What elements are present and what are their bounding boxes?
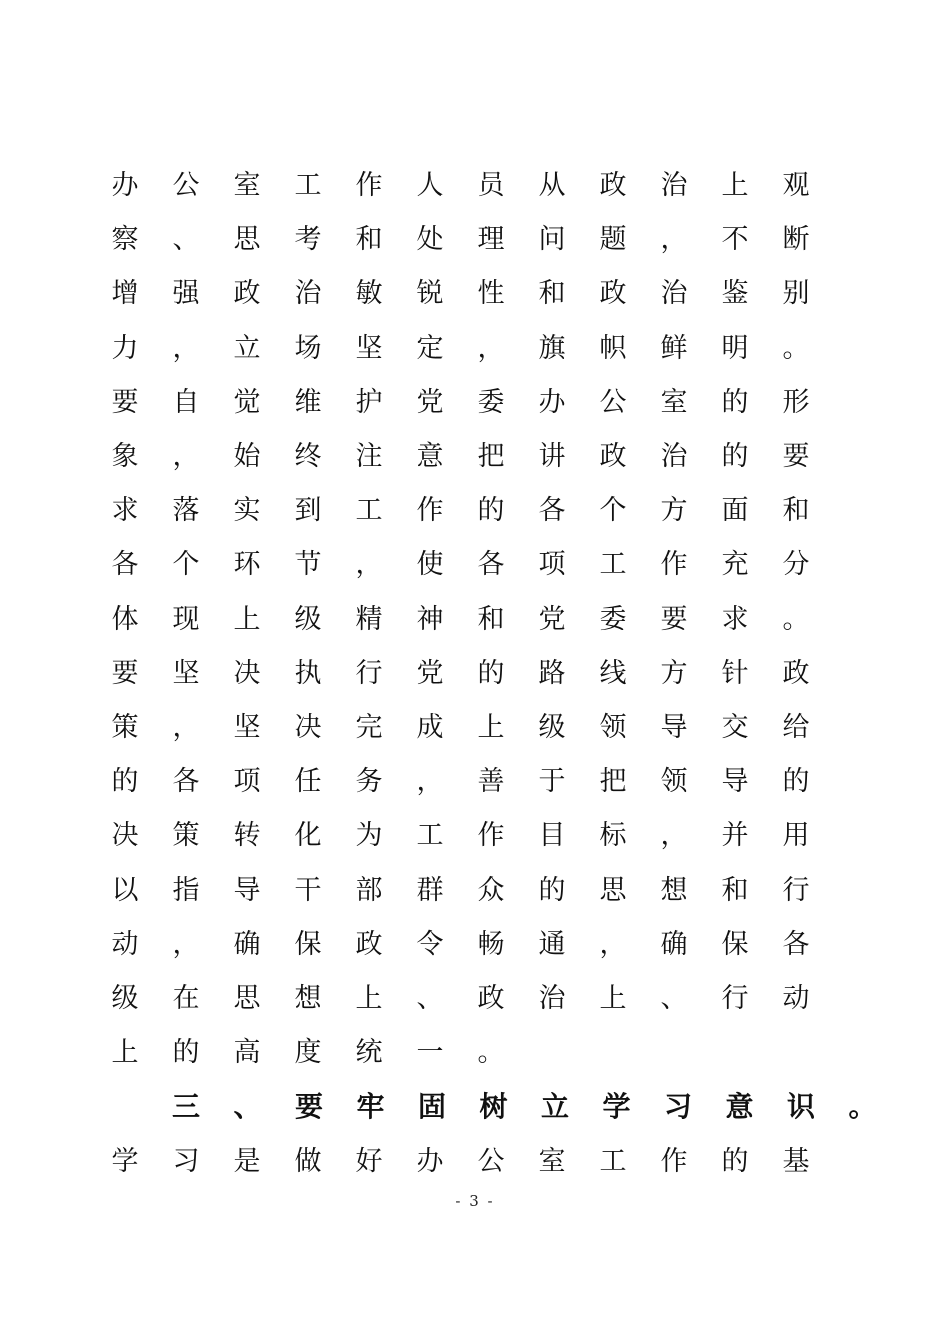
text-char: 交 bbox=[721, 712, 749, 743]
text-char: 要 bbox=[782, 441, 810, 472]
text-char: 政 bbox=[599, 278, 627, 310]
text-char: 作 bbox=[477, 820, 505, 852]
text-char: 强 bbox=[172, 278, 200, 310]
text-char: 治 bbox=[294, 278, 322, 310]
text-char: 把 bbox=[599, 766, 627, 798]
text-char: 的 bbox=[172, 1037, 200, 1069]
text-char: 上 bbox=[355, 983, 383, 1014]
text-line bbox=[0, 491, 950, 531]
text-char: 旗 bbox=[538, 332, 566, 364]
text-char: 面 bbox=[721, 495, 749, 527]
text-char: 项 bbox=[538, 549, 566, 581]
text-char: 统 bbox=[355, 1037, 383, 1069]
text-char: 个 bbox=[172, 549, 200, 581]
text-char: ， bbox=[660, 224, 688, 256]
text-char: 党 bbox=[416, 386, 444, 418]
text-char: 确 bbox=[660, 928, 688, 960]
text-char: 的 bbox=[477, 495, 505, 527]
text-char: 给 bbox=[782, 712, 810, 743]
text-char: 维 bbox=[294, 386, 322, 418]
text-char: 度 bbox=[294, 1037, 322, 1069]
text-line bbox=[0, 925, 950, 965]
text-char: 到 bbox=[294, 495, 322, 527]
text-char: 委 bbox=[477, 386, 505, 418]
text-char: 思 bbox=[233, 224, 261, 256]
page-number: - 3 - bbox=[455, 1192, 495, 1210]
text-char: 公 bbox=[172, 170, 200, 201]
text-char: 力 bbox=[111, 332, 139, 364]
text-char: 使 bbox=[416, 549, 444, 581]
text-char: 方 bbox=[660, 495, 688, 527]
text-char: 各 bbox=[782, 928, 810, 960]
text-char: 政 bbox=[599, 170, 627, 201]
text-char: 学 bbox=[602, 1090, 631, 1124]
text-char: 要 bbox=[111, 386, 139, 418]
text-char: 群 bbox=[416, 874, 444, 906]
text-char: 行 bbox=[721, 983, 749, 1014]
text-char: 目 bbox=[538, 820, 566, 852]
text-char: ， bbox=[172, 332, 200, 364]
text-char: 和 bbox=[721, 874, 749, 906]
text-char: 。 bbox=[477, 1037, 505, 1069]
text-char: 上 bbox=[721, 170, 749, 201]
text-char: 考 bbox=[294, 224, 322, 256]
text-char: 自 bbox=[172, 386, 200, 418]
text-char: 落 bbox=[172, 495, 200, 527]
text-char: 于 bbox=[538, 766, 566, 798]
text-char: ， bbox=[172, 928, 200, 960]
text-char: 敏 bbox=[355, 278, 383, 310]
text-char: 决 bbox=[111, 820, 139, 852]
text-char: 树 bbox=[479, 1090, 508, 1124]
text-char: 场 bbox=[294, 332, 322, 364]
text-char: 导 bbox=[233, 874, 261, 906]
text-char: 增 bbox=[111, 278, 139, 310]
text-char: ， bbox=[599, 928, 627, 960]
text-char: 习 bbox=[172, 1145, 200, 1177]
text-char: 治 bbox=[538, 983, 566, 1014]
text-char: 一 bbox=[416, 1037, 444, 1069]
text-char: ， bbox=[416, 766, 444, 798]
text-char: 办 bbox=[111, 170, 139, 201]
text-char: 在 bbox=[172, 983, 200, 1014]
section-heading bbox=[0, 1087, 950, 1127]
text-char: 立 bbox=[540, 1090, 569, 1124]
text-char: 坚 bbox=[172, 657, 200, 689]
text-char: 治 bbox=[660, 278, 688, 310]
text-line bbox=[0, 166, 950, 206]
text-char: 导 bbox=[721, 766, 749, 798]
text-char: 领 bbox=[599, 712, 627, 743]
text-char: 从 bbox=[538, 170, 566, 201]
text-char: 要 bbox=[294, 1090, 323, 1124]
text-char: 、 bbox=[416, 983, 444, 1014]
text-char: 象 bbox=[111, 441, 139, 472]
text-char: 理 bbox=[477, 224, 505, 256]
text-char: 立 bbox=[233, 332, 261, 364]
text-char: 的 bbox=[111, 766, 139, 798]
text-line bbox=[0, 329, 950, 369]
text-char: 办 bbox=[538, 386, 566, 418]
text-line bbox=[0, 274, 950, 314]
text-char: 导 bbox=[660, 712, 688, 743]
text-char: 令 bbox=[416, 928, 444, 960]
text-char: 作 bbox=[355, 170, 383, 201]
text-char: 个 bbox=[599, 495, 627, 527]
text-line bbox=[0, 762, 950, 802]
text-char: 各 bbox=[538, 495, 566, 527]
text-line bbox=[0, 979, 950, 1019]
text-char: 。 bbox=[848, 1090, 877, 1124]
text-char: 用 bbox=[782, 820, 810, 852]
text-char: 和 bbox=[782, 495, 810, 527]
text-char: 的 bbox=[721, 441, 749, 472]
text-char: 作 bbox=[660, 549, 688, 581]
text-char: 各 bbox=[477, 549, 505, 581]
text-char: 想 bbox=[660, 874, 688, 906]
text-char: 成 bbox=[416, 712, 444, 743]
text-char: ， bbox=[355, 549, 383, 581]
text-char: 工 bbox=[294, 170, 322, 201]
text-char: 员 bbox=[477, 170, 505, 201]
text-char: ， bbox=[172, 712, 200, 743]
text-char: 室 bbox=[538, 1145, 566, 1177]
text-char: 分 bbox=[782, 549, 810, 581]
text-char: 级 bbox=[111, 983, 139, 1014]
text-char: 求 bbox=[721, 603, 749, 635]
text-char: 性 bbox=[477, 278, 505, 310]
text-char: 的 bbox=[721, 386, 749, 418]
text-char: 通 bbox=[538, 928, 566, 960]
text-char: 方 bbox=[660, 657, 688, 689]
text-char: 。 bbox=[782, 332, 810, 364]
text-char: 政 bbox=[782, 657, 810, 689]
text-char: 意 bbox=[725, 1090, 754, 1124]
text-char: 工 bbox=[599, 1145, 627, 1177]
text-char: 鲜 bbox=[660, 332, 688, 364]
text-char: 室 bbox=[660, 386, 688, 418]
text-char: 和 bbox=[477, 603, 505, 635]
text-char: 求 bbox=[111, 495, 139, 527]
text-char: 把 bbox=[477, 441, 505, 472]
text-char: 办 bbox=[416, 1145, 444, 1177]
text-line bbox=[0, 1142, 950, 1182]
text-char: 锐 bbox=[416, 278, 444, 310]
text-char: 习 bbox=[663, 1090, 692, 1124]
text-char: 上 bbox=[111, 1037, 139, 1069]
text-char: 保 bbox=[294, 928, 322, 960]
text-line bbox=[0, 220, 950, 260]
text-char: 思 bbox=[233, 983, 261, 1014]
text-char: 体 bbox=[111, 603, 139, 635]
text-char: 的 bbox=[477, 657, 505, 689]
text-char: 级 bbox=[538, 712, 566, 743]
text-char: 问 bbox=[538, 224, 566, 256]
text-char: 的 bbox=[721, 1145, 749, 1177]
text-char: 坚 bbox=[233, 712, 261, 743]
text-char: 观 bbox=[782, 170, 810, 201]
text-char: 想 bbox=[294, 983, 322, 1014]
text-char: 党 bbox=[416, 657, 444, 689]
text-char: 要 bbox=[660, 603, 688, 635]
text-char: 和 bbox=[355, 224, 383, 256]
text-char: 牢 bbox=[356, 1090, 385, 1124]
text-char: 注 bbox=[355, 441, 383, 472]
text-char: ， bbox=[477, 332, 505, 364]
text-char: 坚 bbox=[355, 332, 383, 364]
text-char: 终 bbox=[294, 441, 322, 472]
text-char: 别 bbox=[782, 278, 810, 310]
text-char: 不 bbox=[721, 224, 749, 256]
text-char: 上 bbox=[477, 712, 505, 743]
text-char: 畅 bbox=[477, 928, 505, 960]
text-char: 策 bbox=[172, 820, 200, 852]
text-char: 为 bbox=[355, 820, 383, 852]
text-char: 工 bbox=[355, 495, 383, 527]
text-char: 上 bbox=[233, 603, 261, 635]
text-char: 环 bbox=[233, 549, 261, 581]
text-char: ， bbox=[660, 820, 688, 852]
text-char: 觉 bbox=[233, 386, 261, 418]
text-char: 是 bbox=[233, 1145, 261, 1177]
text-char: 高 bbox=[233, 1037, 261, 1069]
text-char: 以 bbox=[111, 874, 139, 906]
text-char: 转 bbox=[233, 820, 261, 852]
text-char: 精 bbox=[355, 603, 383, 635]
text-char: 工 bbox=[416, 820, 444, 852]
text-char: 善 bbox=[477, 766, 505, 798]
text-char: 察 bbox=[111, 224, 139, 256]
text-char: 讲 bbox=[538, 441, 566, 472]
text-char: 务 bbox=[355, 766, 383, 798]
text-char: 项 bbox=[233, 766, 261, 798]
text-char: 干 bbox=[294, 874, 322, 906]
text-char: 要 bbox=[111, 657, 139, 689]
text-char: 政 bbox=[233, 278, 261, 310]
text-char: 做 bbox=[294, 1145, 322, 1177]
text-char: 帜 bbox=[599, 332, 627, 364]
text-char: 党 bbox=[538, 603, 566, 635]
text-char: 神 bbox=[416, 603, 444, 635]
text-char: 公 bbox=[599, 386, 627, 418]
text-char: 现 bbox=[172, 603, 200, 635]
text-char: 政 bbox=[355, 928, 383, 960]
text-line bbox=[0, 545, 950, 585]
text-char: 工 bbox=[599, 549, 627, 581]
text-char: 固 bbox=[417, 1090, 446, 1124]
text-char: 、 bbox=[233, 1090, 262, 1124]
text-line bbox=[0, 654, 950, 694]
text-char: 充 bbox=[721, 549, 749, 581]
text-char: 明 bbox=[721, 332, 749, 364]
text-line bbox=[0, 816, 950, 856]
text-char: ， bbox=[172, 441, 200, 472]
text-char: 基 bbox=[782, 1145, 810, 1177]
text-char: 各 bbox=[111, 549, 139, 581]
text-char: 和 bbox=[538, 278, 566, 310]
text-char: 作 bbox=[416, 495, 444, 527]
text-char: 定 bbox=[416, 332, 444, 364]
text-char: 思 bbox=[599, 874, 627, 906]
text-char: 决 bbox=[294, 712, 322, 743]
text-char: 动 bbox=[111, 928, 139, 960]
text-char: 委 bbox=[599, 603, 627, 635]
text-char: 护 bbox=[355, 386, 383, 418]
text-char: 政 bbox=[477, 983, 505, 1014]
text-char: 线 bbox=[599, 657, 627, 689]
text-char: 形 bbox=[782, 386, 810, 418]
text-char: 上 bbox=[599, 983, 627, 1014]
text-char: 指 bbox=[172, 874, 200, 906]
text-char: 。 bbox=[782, 603, 810, 635]
text-char: 、 bbox=[172, 224, 200, 256]
text-char: 领 bbox=[660, 766, 688, 798]
text-line bbox=[0, 600, 950, 640]
text-char: 确 bbox=[233, 928, 261, 960]
text-char: 题 bbox=[599, 224, 627, 256]
text-char: 意 bbox=[416, 441, 444, 472]
text-char: 针 bbox=[721, 657, 749, 689]
text-char: 完 bbox=[355, 712, 383, 743]
text-char: 任 bbox=[294, 766, 322, 798]
text-char: 处 bbox=[416, 224, 444, 256]
text-char: 学 bbox=[111, 1145, 139, 1177]
text-char: 决 bbox=[233, 657, 261, 689]
text-line bbox=[0, 871, 950, 911]
text-char: 节 bbox=[294, 549, 322, 581]
text-char: 政 bbox=[599, 441, 627, 472]
text-char: 鉴 bbox=[721, 278, 749, 310]
text-char: 的 bbox=[538, 874, 566, 906]
text-char: 室 bbox=[233, 170, 261, 201]
text-char: 化 bbox=[294, 820, 322, 852]
text-char: 标 bbox=[599, 820, 627, 852]
text-char: 各 bbox=[172, 766, 200, 798]
text-line bbox=[0, 708, 950, 748]
text-char: 行 bbox=[782, 874, 810, 906]
text-char: 好 bbox=[355, 1145, 383, 1177]
text-char: 的 bbox=[782, 766, 810, 798]
text-char: 路 bbox=[538, 657, 566, 689]
text-line bbox=[0, 1033, 950, 1073]
text-char: 众 bbox=[477, 874, 505, 906]
text-char: 治 bbox=[660, 170, 688, 201]
text-char: 三 bbox=[171, 1090, 200, 1124]
text-char: 实 bbox=[233, 495, 261, 527]
text-char: 级 bbox=[294, 603, 322, 635]
text-char: 人 bbox=[416, 170, 444, 201]
text-char: 保 bbox=[721, 928, 749, 960]
text-char: 部 bbox=[355, 874, 383, 906]
text-char: 公 bbox=[477, 1145, 505, 1177]
text-char: 作 bbox=[660, 1145, 688, 1177]
text-char: 识 bbox=[786, 1090, 815, 1124]
text-char: 治 bbox=[660, 441, 688, 472]
text-char: 始 bbox=[233, 441, 261, 472]
text-char: 并 bbox=[721, 820, 749, 852]
text-char: 、 bbox=[660, 983, 688, 1014]
text-char: 断 bbox=[782, 224, 810, 256]
text-char: 行 bbox=[355, 657, 383, 689]
text-line bbox=[0, 437, 950, 477]
text-char: 动 bbox=[782, 983, 810, 1014]
text-line bbox=[0, 383, 950, 423]
text-char: 执 bbox=[294, 657, 322, 689]
text-char: 策 bbox=[111, 712, 139, 743]
